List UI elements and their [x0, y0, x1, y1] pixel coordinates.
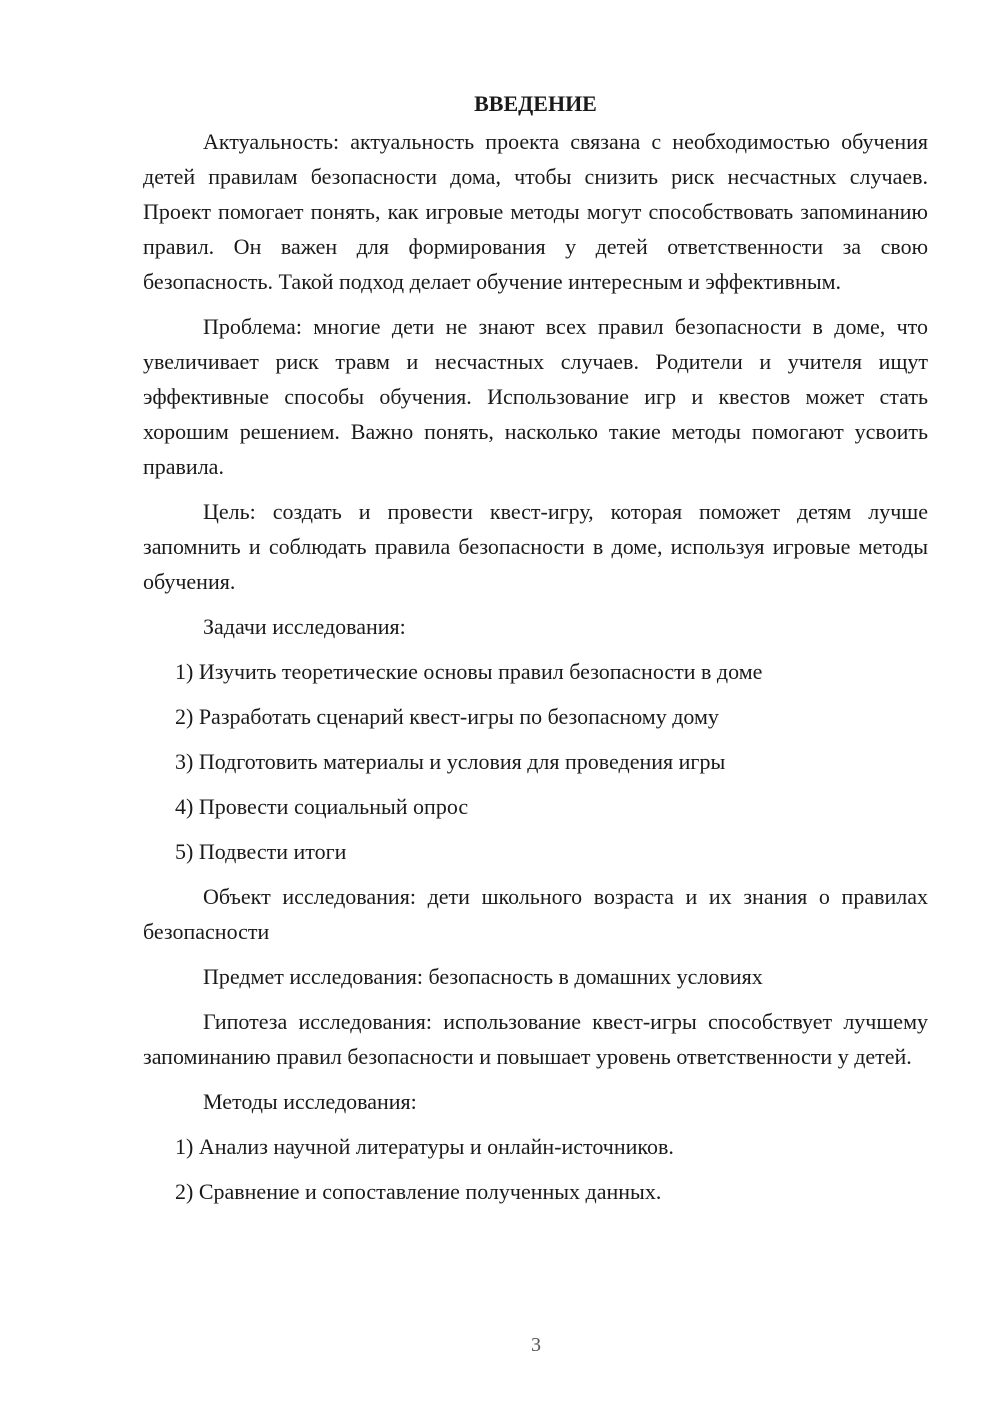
task-item: 1) Изучить теоретические основы правил безопасности в доме [175, 659, 763, 684]
document-page [143, 88, 928, 1219]
problem-paragraph: Проблема: многие дети не знают всех правил безопасности в доме, что увеличивает риск травм и несчастных случаев. Родители и учителя ищут эффективные способы обучения. Использование игр и квестов может стать хорошим решением. Важно понять, насколько такие методы помогают усвоить правила. [143, 314, 928, 479]
methods-heading: Методы исследования: [203, 1089, 417, 1114]
section-title: ВВЕДЕНИЕ [474, 91, 597, 116]
goal-paragraph: Цель: создать и провести квест-игру, которая поможет детям лучше запомнить и соблюдать правила безопасности в доме, используя игровые методы обучения. [143, 499, 928, 594]
hypothesis-paragraph: Гипотеза исследования: использование квест-игры способствует лучшему запоминанию правил безопасности и повышает уровень ответственности у детей. [143, 1009, 928, 1069]
task-item: 5) Подвести итоги [175, 839, 347, 864]
object-paragraph: Объект исследования: дети школьного возраста и их знания о правилах безопасности [143, 884, 928, 944]
task-item: 2) Разработать сценарий квест-игры по безопасному дому [175, 704, 719, 729]
tasks-heading: Задачи исследования: [203, 614, 406, 639]
subject-paragraph: Предмет исследования: безопасность в домашних условиях [203, 964, 763, 989]
task-item: 4) Провести социальный опрос [175, 794, 469, 819]
relevance-paragraph: Актуальность: актуальность проекта связана с необходимостью обучения детей правилам безопасности дома, чтобы снизить риск несчастных случаев. Проект помогает понять, как игровые методы могут способствовать запоминанию правил. Он важен для формирования у детей ответственности за свою безопасность. Такой подход делает обучение интересным и эффективным. [143, 129, 928, 294]
task-item: 3) Подготовить материалы и условия для проведения игры [175, 749, 726, 774]
method-item: 1) Анализ научной литературы и онлайн-источников. [175, 1134, 674, 1159]
page-number: 3 [531, 1334, 541, 1356]
method-item: 2) Сравнение и сопоставление полученных данных. [175, 1179, 662, 1204]
